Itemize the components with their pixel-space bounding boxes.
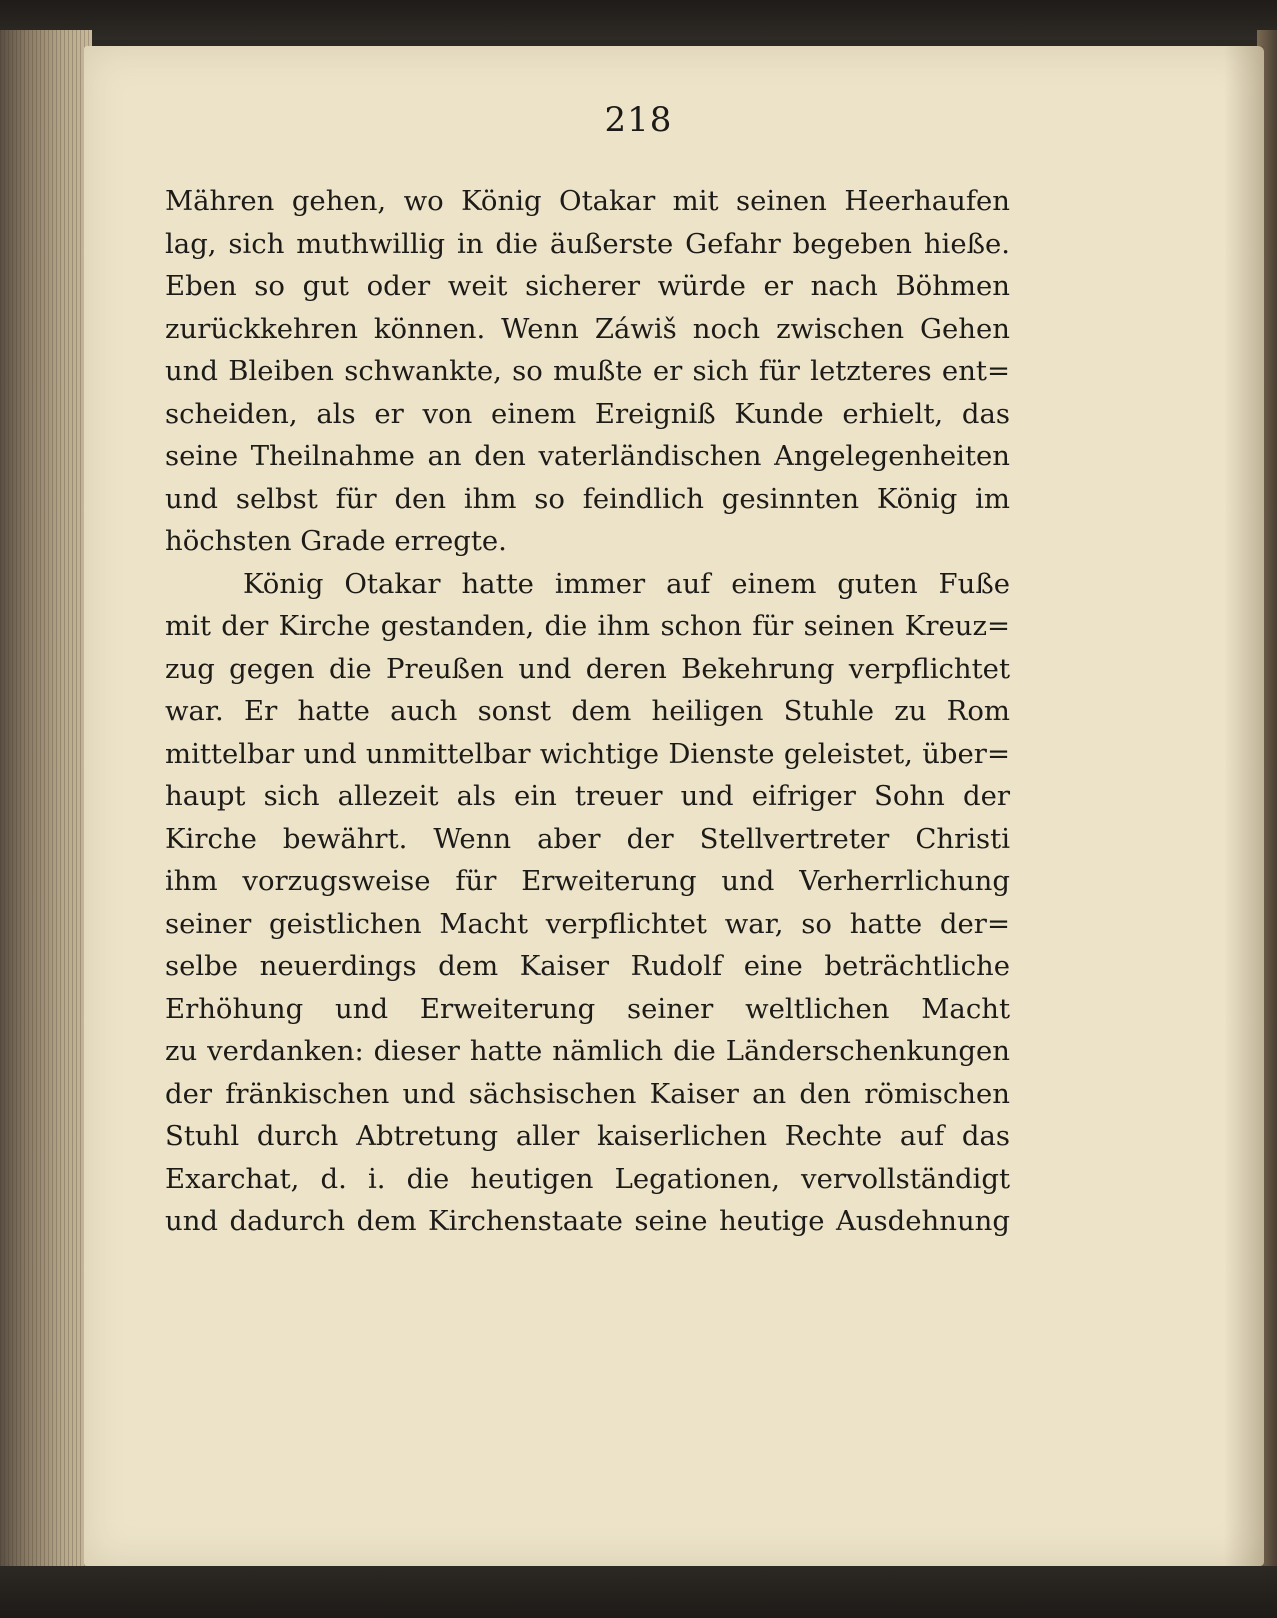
text-line: Exarchat, d. i. die heutigen Legationen, vervollständigt — [165, 1162, 1010, 1195]
text-line: Mähren gehen, wo König Otakar mit seinen Heerhaufen — [165, 185, 1010, 217]
text-line: haupt sich allezeit als ein treuer und eifriger Sohn der — [165, 780, 1010, 812]
paragraph-end-line: höchsten Grade erregte. — [165, 525, 507, 557]
text-line: war. Er hatte auch sonst dem heiligen Stuhle zu Rom — [165, 695, 1010, 727]
text-line: und Bleiben schwankte, so mußte er sich für letzteres ent= — [165, 355, 1010, 387]
page-shadow — [1224, 46, 1264, 1566]
text-line: zug gegen die Preußen und deren Bekehrung verpflichtet — [165, 652, 1010, 685]
text-line: mittelbar und unmittelbar wichtige Dienste geleistet, über= — [165, 737, 1010, 770]
text-line: der fränkischen und sächsischen Kaiser an den römischen — [165, 1077, 1010, 1110]
text-line: lag, sich muthwillig in die äußerste Gefahr begeben hieße. — [165, 227, 1010, 260]
text-line: Erhöhung und Erweiterung seiner weltlichen Macht — [165, 992, 1010, 1025]
text-line: selbe neuerdings dem Kaiser Rudolf eine beträchtliche — [165, 950, 1010, 982]
book-bottom-edge — [0, 1566, 1277, 1618]
text-line: seine Theilnahme an den vaterländischen Angelegenheiten — [165, 440, 1010, 472]
book-page-stack-left — [0, 30, 92, 1600]
text-line: mit der Kirche gestanden, die ihm schon für seinen Kreuz= — [165, 610, 1010, 642]
text-line: Stuhl durch Abtretung aller kaiserlichen Rechte auf das — [165, 1120, 1010, 1152]
text-line: und selbst für den ihm so feindlich gesinnten König im — [165, 482, 1010, 515]
paragraph-start-line: König Otakar hatte immer auf einem guten Fuße — [243, 567, 1010, 600]
text-line: Eben so gut oder weit sicherer würde er nach Böhmen — [165, 270, 1010, 302]
text-line: zu verdanken: dieser hatte nämlich die Länderschenkungen — [165, 1035, 1010, 1067]
text-line: Kirche bewährt. Wenn aber der Stellvertreter Christi — [165, 822, 1010, 855]
text-line: zurückkehren können. Wenn Záwiš noch zwischen Gehen — [165, 312, 1010, 345]
book-top-edge — [0, 0, 1277, 40]
page-number: 218 — [604, 100, 673, 140]
text-line: seiner geistlichen Macht verpflichtet war, so hatte der= — [165, 907, 1010, 940]
text-line: ihm vorzugsweise für Erweiterung und Verherrlichung — [165, 865, 1010, 897]
text-line: scheiden, als er von einem Ereigniß Kunde erhielt, das — [165, 397, 1010, 430]
body-text — [165, 180, 1010, 1243]
text-line: und dadurch dem Kirchenstaate seine heutige Ausdehnung — [165, 1205, 1010, 1237]
